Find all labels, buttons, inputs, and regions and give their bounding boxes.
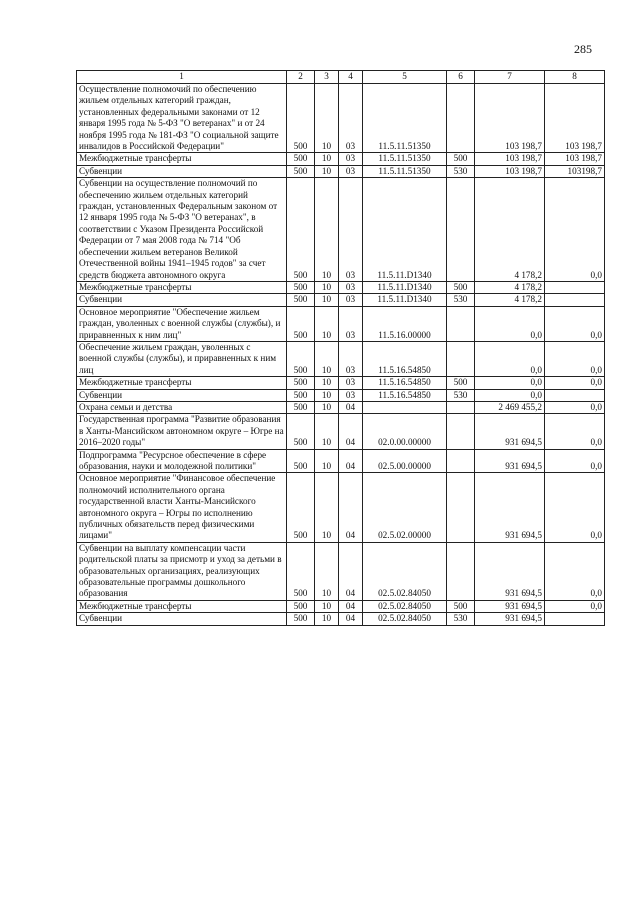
grbs-cell: 500 [287, 294, 315, 306]
amount-cell-8: 0,0 [545, 341, 605, 376]
subsection-cell: 03 [339, 165, 363, 177]
page-number: 285 [574, 42, 592, 56]
amount-cell-8: 0,0 [545, 401, 605, 413]
subsection-cell: 04 [339, 542, 363, 600]
amount-cell-7: 931 694,5 [475, 473, 545, 542]
subsection-cell: 03 [339, 281, 363, 293]
grbs-cell: 500 [287, 306, 315, 341]
expense-type-cell [447, 473, 475, 542]
grbs-cell: 500 [287, 389, 315, 401]
grbs-cell: 500 [287, 414, 315, 449]
amount-cell-7: 103 198,7 [475, 84, 545, 153]
amount-cell-7: 103 198,7 [475, 165, 545, 177]
subsection-cell: 03 [339, 377, 363, 389]
amount-cell-7: 931 694,5 [475, 449, 545, 473]
grbs-cell: 500 [287, 153, 315, 165]
subsection-cell: 04 [339, 600, 363, 612]
table-row [77, 377, 605, 389]
amount-cell-7: 2 469 455,2 [475, 401, 545, 413]
row-name-cell: Субвенции на выплату компенсации части родительской платы за присмотр и уход за детьми в образовательных организациях, реализующих образовательные программы дошкольного образования [77, 542, 287, 600]
amount-cell-8: 0,0 [545, 306, 605, 341]
row-name-cell: Межбюджетные трансферты [77, 153, 287, 165]
target-article-cell: 11.5.11.D1340 [363, 294, 447, 306]
row-name-cell: Субвенции [77, 613, 287, 625]
target-article-cell: 02.0.00.00000 [363, 414, 447, 449]
expense-type-cell [447, 341, 475, 376]
section-cell: 10 [315, 341, 339, 376]
expense-type-cell [447, 542, 475, 600]
expense-type-cell: 530 [447, 294, 475, 306]
section-cell: 10 [315, 414, 339, 449]
section-cell: 10 [315, 613, 339, 625]
grbs-cell: 500 [287, 473, 315, 542]
subsection-cell: 03 [339, 84, 363, 153]
expense-type-cell [447, 449, 475, 473]
row-name-cell: Обеспечение жильем граждан, уволенных с военной службы (службы), и приравненных к ним лиц [77, 341, 287, 376]
table-row [77, 281, 605, 293]
subsection-cell: 03 [339, 153, 363, 165]
section-cell: 10 [315, 306, 339, 341]
header-cell-3: 3 [315, 71, 339, 84]
target-article-cell: 02.5.02.84050 [363, 542, 447, 600]
section-cell: 10 [315, 473, 339, 542]
amount-cell-7: 103 198,7 [475, 153, 545, 165]
amount-cell-8: 0,0 [545, 178, 605, 282]
table-row [77, 153, 605, 165]
row-name-cell: Субвенции на осуществление полномочий по обеспечению жильем отдельных категорий граждан, установленных Федеральным законом от 12 января 1995 года № 5-ФЗ "О ветеранах", в соответствии с Указом Президента Российской Федерации от 7 мая 2008 года № 714 "Об обеспечении жильем ветеранов Великой Отечественной войны 1941–1945 годов" за счет средств бюджета автономного округа [77, 178, 287, 282]
expense-type-cell [447, 401, 475, 413]
section-cell: 10 [315, 377, 339, 389]
subsection-cell: 03 [339, 178, 363, 282]
target-article-cell: 11.5.11.51350 [363, 84, 447, 153]
table-row [77, 542, 605, 600]
row-name-cell: Субвенции [77, 165, 287, 177]
amount-cell-8 [545, 281, 605, 293]
amount-cell-8: 103 198,7 [545, 84, 605, 153]
table-row [77, 389, 605, 401]
amount-cell-7: 4 178,2 [475, 281, 545, 293]
expense-type-cell: 500 [447, 377, 475, 389]
table-row [77, 449, 605, 473]
expense-type-cell [447, 84, 475, 153]
expense-type-cell: 530 [447, 165, 475, 177]
section-cell: 10 [315, 153, 339, 165]
table-row [77, 473, 605, 542]
expense-type-cell: 530 [447, 613, 475, 625]
subsection-cell: 04 [339, 449, 363, 473]
table-row [77, 341, 605, 376]
amount-cell-8 [545, 613, 605, 625]
budget-table [76, 70, 605, 626]
subsection-cell: 04 [339, 401, 363, 413]
header-cell-4: 4 [339, 71, 363, 84]
section-cell: 10 [315, 165, 339, 177]
target-article-cell: 11.5.16.00000 [363, 306, 447, 341]
row-name-cell: Основное мероприятие "Обеспечение жильем граждан, уволенных с военной службы (службы), и приравненных к ним лиц" [77, 306, 287, 341]
subsection-cell: 03 [339, 306, 363, 341]
amount-cell-7: 0,0 [475, 341, 545, 376]
table-row [77, 600, 605, 612]
grbs-cell: 500 [287, 165, 315, 177]
expense-type-cell: 500 [447, 281, 475, 293]
expense-type-cell: 500 [447, 153, 475, 165]
amount-cell-8 [545, 389, 605, 401]
row-name-cell: Подпрограмма "Ресурсное обеспечение в сфере образования, науки и молодежной политики" [77, 449, 287, 473]
row-name-cell: Субвенции [77, 389, 287, 401]
amount-cell-7: 0,0 [475, 389, 545, 401]
row-name-cell: Государственная программа "Развитие образования в Ханты-Мансийском автономном округе – Югре на 2016–2020 годы" [77, 414, 287, 449]
grbs-cell: 500 [287, 613, 315, 625]
row-name-cell: Осуществление полномочий по обеспечению жильем отдельных категорий граждан, установленных федеральными законами от 12 января 1995 года № 5-ФЗ "О ветеранах" и от 24 ноября 1995 года № 181-ФЗ "О социальной защите инвалидов в Российской Федерации" [77, 84, 287, 153]
row-name-cell: Основное мероприятие "Финансовое обеспечение полномочий исполнительного органа государственной власти Ханты-Мансийского автономного округа – Югры по исполнению публичных обязательств перед физическими лицами" [77, 473, 287, 542]
header-cell-7: 7 [475, 71, 545, 84]
target-article-cell [363, 401, 447, 413]
section-cell: 10 [315, 281, 339, 293]
grbs-cell: 500 [287, 341, 315, 376]
header-cell-6: 6 [447, 71, 475, 84]
target-article-cell: 02.5.00.00000 [363, 449, 447, 473]
grbs-cell: 500 [287, 377, 315, 389]
row-name-cell: Межбюджетные трансферты [77, 377, 287, 389]
grbs-cell: 500 [287, 449, 315, 473]
target-article-cell: 02.5.02.84050 [363, 600, 447, 612]
section-cell: 10 [315, 178, 339, 282]
subsection-cell: 04 [339, 414, 363, 449]
table-row [77, 165, 605, 177]
amount-cell-8: 103198,7 [545, 165, 605, 177]
header-row [77, 71, 605, 84]
target-article-cell: 11.5.11.D1340 [363, 178, 447, 282]
amount-cell-8: 0,0 [545, 600, 605, 612]
row-name-cell: Охрана семьи и детства [77, 401, 287, 413]
section-cell: 10 [315, 294, 339, 306]
grbs-cell: 500 [287, 401, 315, 413]
amount-cell-7: 931 694,5 [475, 613, 545, 625]
amount-cell-7: 4 178,2 [475, 294, 545, 306]
amount-cell-7: 931 694,5 [475, 600, 545, 612]
target-article-cell: 11.5.11.51350 [363, 165, 447, 177]
amount-cell-8: 0,0 [545, 449, 605, 473]
table-row [77, 178, 605, 282]
grbs-cell: 500 [287, 178, 315, 282]
table-row [77, 84, 605, 153]
amount-cell-8: 0,0 [545, 377, 605, 389]
subsection-cell: 03 [339, 389, 363, 401]
target-article-cell: 11.5.16.54850 [363, 341, 447, 376]
header-cell-2: 2 [287, 71, 315, 84]
amount-cell-7: 0,0 [475, 306, 545, 341]
table-row [77, 613, 605, 625]
section-cell: 10 [315, 600, 339, 612]
amount-cell-8: 0,0 [545, 473, 605, 542]
row-name-cell: Субвенции [77, 294, 287, 306]
header-cell-5: 5 [363, 71, 447, 84]
expense-type-cell [447, 178, 475, 282]
target-article-cell: 11.5.16.54850 [363, 377, 447, 389]
grbs-cell: 500 [287, 84, 315, 153]
amount-cell-7: 931 694,5 [475, 542, 545, 600]
grbs-cell: 500 [287, 542, 315, 600]
amount-cell-8 [545, 294, 605, 306]
table-row [77, 306, 605, 341]
expense-type-cell [447, 414, 475, 449]
row-name-cell: Межбюджетные трансферты [77, 281, 287, 293]
amount-cell-8: 0,0 [545, 414, 605, 449]
header-cell-8: 8 [545, 71, 605, 84]
amount-cell-7: 4 178,2 [475, 178, 545, 282]
amount-cell-7: 931 694,5 [475, 414, 545, 449]
table-row [77, 294, 605, 306]
section-cell: 10 [315, 542, 339, 600]
subsection-cell: 04 [339, 613, 363, 625]
table-row [77, 414, 605, 449]
section-cell: 10 [315, 401, 339, 413]
row-name-cell: Межбюджетные трансферты [77, 600, 287, 612]
subsection-cell: 03 [339, 294, 363, 306]
subsection-cell: 04 [339, 473, 363, 542]
amount-cell-8: 103 198,7 [545, 153, 605, 165]
section-cell: 10 [315, 84, 339, 153]
target-article-cell: 11.5.11.D1340 [363, 281, 447, 293]
section-cell: 10 [315, 449, 339, 473]
header-cell-1: 1 [77, 71, 287, 84]
grbs-cell: 500 [287, 281, 315, 293]
expense-type-cell: 500 [447, 600, 475, 612]
section-cell: 10 [315, 389, 339, 401]
target-article-cell: 11.5.11.51350 [363, 153, 447, 165]
table-row [77, 401, 605, 413]
amount-cell-8: 0,0 [545, 542, 605, 600]
grbs-cell: 500 [287, 600, 315, 612]
target-article-cell: 02.5.02.84050 [363, 613, 447, 625]
amount-cell-7: 0,0 [475, 377, 545, 389]
expense-type-cell: 530 [447, 389, 475, 401]
target-article-cell: 02.5.02.00000 [363, 473, 447, 542]
expense-type-cell [447, 306, 475, 341]
target-article-cell: 11.5.16.54850 [363, 389, 447, 401]
subsection-cell: 03 [339, 341, 363, 376]
